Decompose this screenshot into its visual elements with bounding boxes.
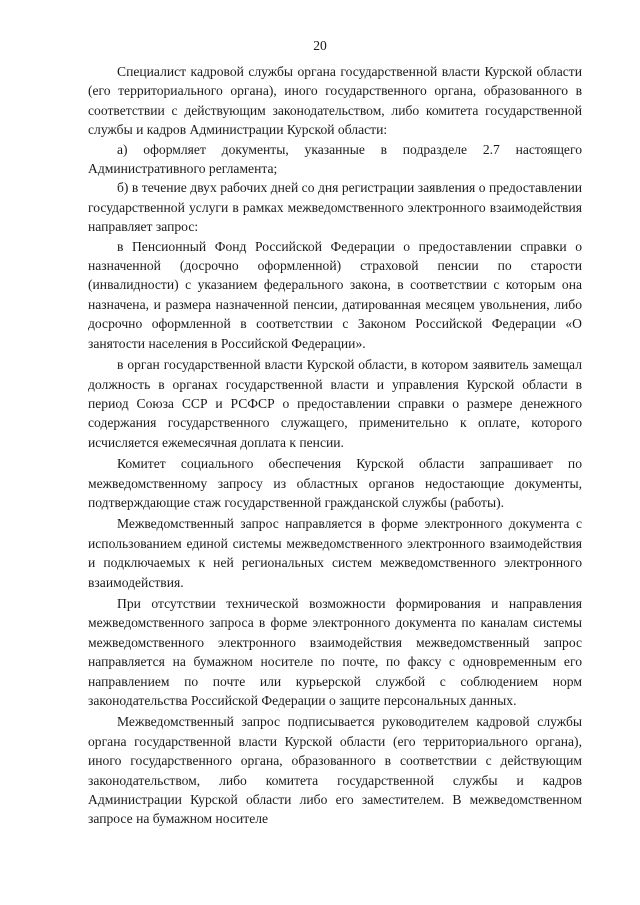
paragraph-request-signature: Межведомственный запрос подписывается руководителем кадровой службы органа государственной власти Курской области (его территориального органа), иного государственного органа, образованного в соответствии с действующим законодательством, либо комитета государственной службы и кадров Администрации Курской области либо его заместителем. В межведомственном запросе на бумажном носителе [88, 714, 582, 827]
paragraph-item-a: а) оформляет документы, указанные в подразделе 2.7 настоящего Административного регламента; [88, 141, 582, 177]
paragraph-paper-request: При отсутствии технической возможности формирования и направления межведомственного запроса в форме электронного документа по каналам системы межведомственного электронного взаимодействия межведомственный запрос направляется на бумажном носителе по почте, по факсу с одновременным его направлением по почте или курьерской службой с соблюдением норм законодательства Российской Федерации о защите персональных данных. [88, 595, 582, 708]
paragraph-item-b: б) в течение двух рабочих дней со дня регистрации заявления о предоставлении государственной услуги в рамках межведомственного электронного взаимодействия направляет запрос: [88, 180, 582, 235]
page-number: 20 [313, 38, 327, 53]
paragraph-state-authority-request: в орган государственной власти Курской области, в котором заявитель замещал должность в органах государственной власти и управления Курской области в период Союза ССР и РСФСР о предоставлении справки о размере денежного содержания государственного служащего, применительно к оплате, которого исчисляется ежемесячная доплата к пенсии. [88, 357, 582, 450]
paragraph-pension-fund-request: в Пенсионный Фонд Российской Федерации о предоставлении справки о назначенной (досрочно оформленной) страховой пенсии по старости (инвалидности) с указанием федерального закона, в соответствии с которым она назначена, и размера назначенной пенсии, датированная месяцем увольнения, либо досрочно оформленной в соответствии с Законом Российской Федерации «О занятости населения в Российской Федерации». [88, 238, 582, 351]
paragraph-social-committee: Комитет социального обеспечения Курской области запрашивает по межведомственному запросу из областных органов недостающие документы, подтверждающие стаж государственной гражданской службы (работы). [88, 456, 582, 510]
paragraph-electronic-request: Межведомственный запрос направляется в форме электронного документа с использованием единой системы межведомственного электронного взаимодействия и подключаемых к ней региональных систем межведомственного электронного взаимодействия. [88, 516, 582, 590]
paragraph-hr-specialist: Специалист кадровой службы органа государственной власти Курской области (его территориального органа), иного государственного органа, образованного в соответствии с действующим законодательством, либо комитета государственной службы и кадров Администрации Курской области: [88, 64, 582, 138]
document-body [88, 62, 582, 829]
